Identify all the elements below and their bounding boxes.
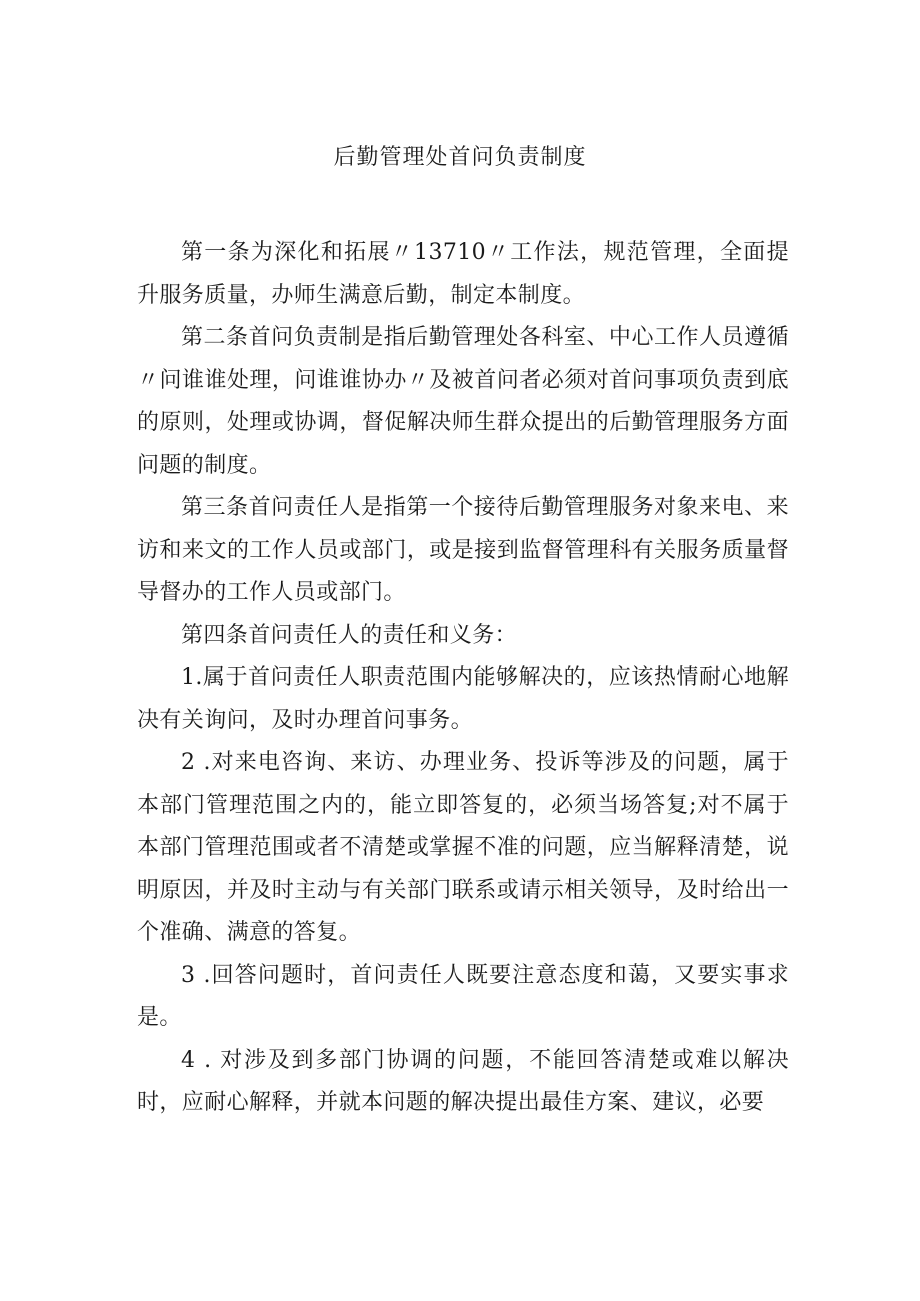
paragraph-article-4: 第四条首问责任人的责任和义务： — [181, 622, 518, 648]
document-body — [137, 232, 789, 1125]
paragraph-article-2: 第二条首问负责制是指后勤管理处各科室、中心工作人员遵循〃问谁谁处理，问谁谁协办〃及被首问者必须对首问事项负责到底的原则，处理或协调，督促解决师生群众提出的后勤管理服务方面问题的制度。 — [137, 325, 789, 478]
paragraph-item-4: 4 . 对涉及到多部门协调的问题，不能回答清楚或难以解决时，应耐心解释，并就本问题的解决提出最佳方案、建议，必要 — [137, 1047, 789, 1115]
paragraph-article-3: 第三条首问责任人是指第一个接待后勤管理服务对象来电、来访和来文的工作人员或部门，或是接到监督管理科有关服务质量督导督办的工作人员或部门。 — [137, 495, 789, 605]
paragraph-item-2: 2 .对来电咨询、来访、办理业务、投诉等涉及的问题，属于本部门管理范围之内的，能立即答复的，必须当场答复;对不属于本部门管理范围或者不清楚或掌握不准的问题，应当解释清楚，说明原因，并及时主动与有关部门联系或请示相关领导，及时给出一个准确、满意的答复。 — [137, 750, 789, 945]
paragraph-item-1: 1.属于首问责任人职责范围内能够解决的，应该热情耐心地解决有关询问，及时办理首问事务。 — [137, 665, 789, 733]
paragraph-item-3: 3 .回答问题时，首问责任人既要注意态度和蔼，又要实事求是。 — [137, 962, 789, 1030]
document-title: 后勤管理处首问负责制度 — [333, 145, 587, 170]
paragraph-article-1: 第一条为深化和拓展〃13710〃工作法，规范管理，全面提升服务质量，办师生满意后勤，制定本制度。 — [137, 240, 789, 308]
